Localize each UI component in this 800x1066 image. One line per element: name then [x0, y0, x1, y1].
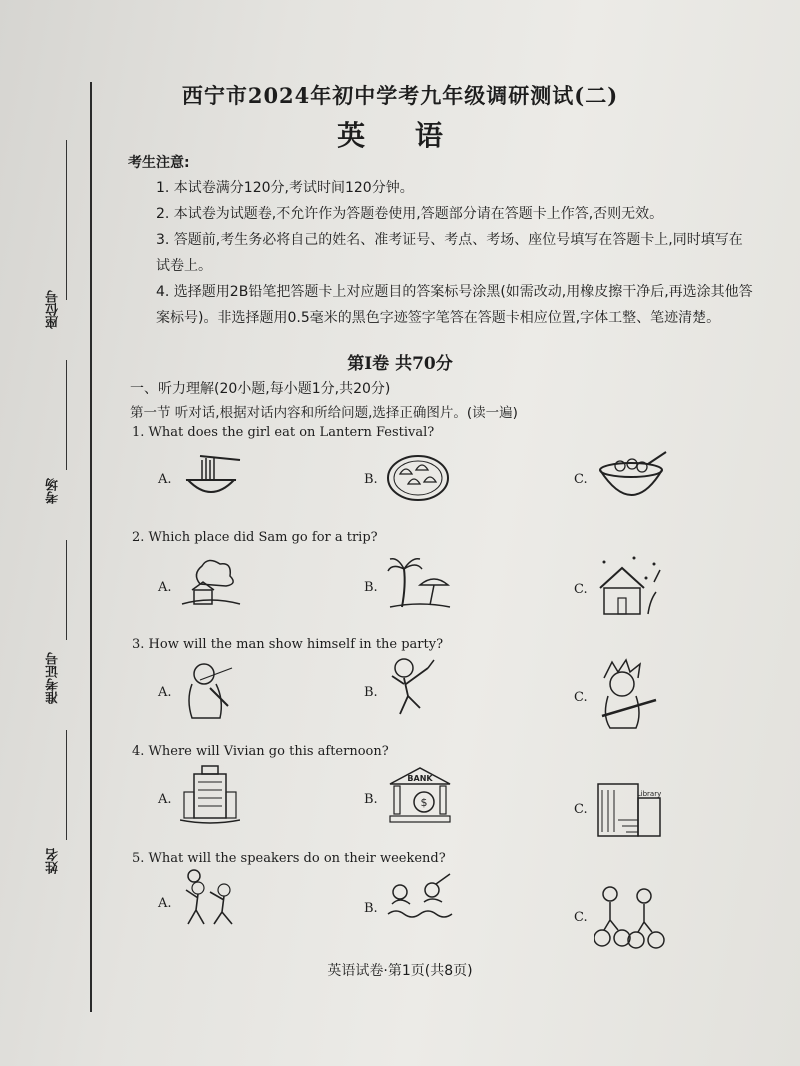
- q2-option-b: B.: [364, 580, 378, 595]
- notice-item-1: 1. 本试卷满分120分,考试时间120分钟。: [156, 180, 414, 196]
- q5-option-c: C.: [574, 910, 588, 925]
- binding-line: [90, 82, 92, 1012]
- seat-label: 座位号: [46, 290, 61, 329]
- snowy-house-icon: [594, 552, 666, 620]
- notice-item-4: 4. 选择题用2B铅笔把答题卡上对应题目的答案标号涂黑(如需改动,用橡皮擦干净后,再选涂其他答案标号)。非选择题用0.5毫米的黑色字迹签字笔答在答题卡相应位置,字体工整、笔迹清楚。: [156, 284, 753, 326]
- dancer-icon: [386, 656, 442, 718]
- library-building-icon: [594, 776, 664, 842]
- room-fill-line: [66, 360, 67, 470]
- guitar-player-icon: [594, 658, 660, 732]
- question-4: 4. Where will Vivian go this afternoon?: [132, 744, 389, 759]
- dumplings-icon: [386, 452, 450, 502]
- q1-option-a: A.: [158, 472, 172, 487]
- library-sign: Library: [636, 790, 662, 798]
- q1-option-b: B.: [364, 472, 378, 487]
- notice-heading: 考生注意:: [128, 155, 190, 171]
- exam-title: 西宁市2024年初中学考九年级调研测试(二): [181, 83, 619, 108]
- q5-option-a: A.: [158, 896, 172, 911]
- violin-player-icon: [180, 660, 236, 722]
- notice-item-3: 3. 答题前,考生务必将自己的姓名、准考证号、考点、考场、座位号填写在答题卡上,同时填写在试卷上。: [156, 232, 743, 274]
- q4-option-a: A.: [158, 792, 172, 807]
- q5-option-b: B.: [364, 901, 378, 916]
- section-title: 一、听力理解(20小题,每小题1分,共20分): [130, 381, 391, 397]
- question-3: 3. How will the man show himself in the party?: [132, 637, 444, 652]
- bank-sign: BANK: [407, 774, 433, 783]
- question-5: 5. What will the speakers do on their weekend?: [132, 851, 446, 866]
- q3-option-a: A.: [158, 685, 172, 700]
- q3-option-c: C.: [574, 690, 588, 705]
- q4-option-c: C.: [574, 802, 588, 817]
- rice-dumpling-bowl-icon: [596, 450, 668, 504]
- section-subtitle: 第一节 听对话,根据对话内容和所给问题,选择正确图片。(读一遍): [130, 405, 518, 421]
- q4-option-b: B.: [364, 792, 378, 807]
- q2-option-a: A.: [158, 580, 172, 595]
- name-label: 姓名: [46, 848, 61, 874]
- countryside-icon: [180, 556, 242, 608]
- cyclists-icon: [594, 884, 666, 952]
- exam-no-fill-line: [66, 540, 67, 640]
- question-2: 2. Which place did Sam go for a trip?: [132, 530, 378, 545]
- question-1: 1. What does the girl eat on Lantern Festival?: [132, 425, 435, 440]
- svg-text:$: $: [420, 796, 428, 809]
- noodles-icon: [180, 452, 242, 502]
- beach-icon: [386, 555, 452, 611]
- notice-item-2: 2. 本试卷为试题卷,不允许作为答题卷使用,答题部分请在答题卡上作答,否则无效。: [156, 206, 664, 222]
- seat-fill-line: [66, 140, 67, 300]
- basketball-players-icon: [180, 868, 242, 928]
- exam-no-label: 准考证号: [46, 652, 61, 704]
- page-footer: 英语试卷·第1页(共8页): [327, 963, 473, 979]
- name-fill-line: [66, 730, 67, 840]
- q2-option-c: C.: [574, 582, 588, 597]
- q3-option-b: B.: [364, 685, 378, 700]
- room-label: 考场: [46, 478, 61, 504]
- subject-title: 英 语: [337, 119, 463, 152]
- bank-icon: [386, 766, 454, 826]
- hospital-building-icon: [180, 764, 240, 826]
- part-heading: 第Ⅰ卷 共70分: [347, 354, 453, 374]
- swimmers-icon: [386, 872, 456, 930]
- q1-option-c: C.: [574, 472, 588, 487]
